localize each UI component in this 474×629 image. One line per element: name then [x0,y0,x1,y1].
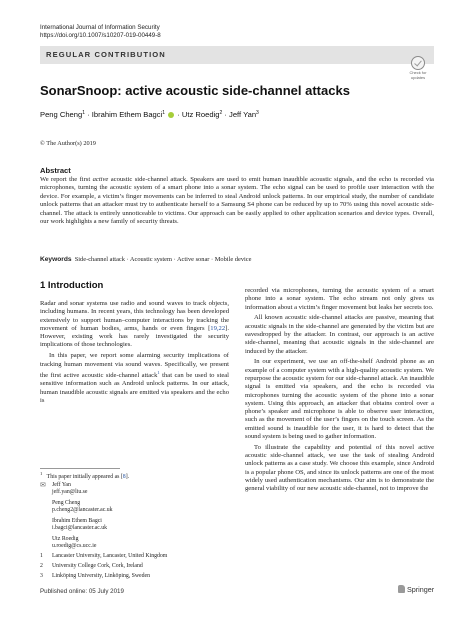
paragraph: All known acoustic side-channel attacks are passive, meaning that acoustic signals in the side-channel are generated by the victim but are eavesdropped by the attacker. In contrast, our approach is an active side-channel, meaning that acoustic signals in the side-channel are induced by the attacker. [245,314,434,355]
crossmark-badge[interactable] [406,56,430,80]
author-name[interactable]: Peng Cheng [40,110,83,119]
abstract-text: We report the first active acoustic side-channel attack. Speakers are used to emit human inaudible acoustic signals, and the echo is recorded via microphones, turning the acoustic system of a smart phone into a sonar system. The echo signal can be used to profile user interaction with the device. For example, a victim’s finger movements can be inferred to steal Android unlock patterns. In our empirical study, the number of candidate unlock patterns that an attacker must try to authenticate herself to a Samsung S4 phone can be reduced by up to 70% using this novel acoustic side-channel. The attack is entirely unnoticeable to victims. Our approach can be easily applied to other application scenarios and device types. Overall, our work highlights a new family of security threats. [40,176,434,226]
author-affiliation-mark: 3 [256,110,259,116]
author-name[interactable]: Ibrahim Ethem Bagci [91,110,163,119]
paragraph: To illustrate the capability and potential of this novel active acoustic side-channel attack, we use the task of stealing Android unlock patterns as a case study. We choose this example, since Android is a popular phone OS, and since its unlock patterns are one of the most widely used authentication mechanisms. Our aim is to demonstrate the general viability of our new acoustic side-channel, not to improve the [245,443,434,493]
paragraph: Radar and sonar systems use radio and sound waves to track objects, including humans. In recent years, this technology has been developed extensively to support human–computer interactions by tracking the movement of human bodies, arms, hands or even fingers [19,22]. However, existing work has rarely investigated the security implications of those technologies. [40,300,229,349]
contact-entry [52,518,107,532]
paragraph: recorded via microphones, turning the acoustic system of a smart phone into a sonar system. The echo stream not only gives us information about a victim’s finger movement but leaks her secrets too. [245,287,434,311]
article-type-banner [40,46,434,64]
footnote: $^1$ This paper initially appeared as [8]. [40,471,130,480]
journal-header [40,24,161,40]
doi-link[interactable]: https://doi.org/10.1007/s10207-019-00449-8 [40,32,161,39]
orcid-icon[interactable] [168,112,174,118]
article-title: SonarSnoop: active acoustic side-channel attacks [40,83,350,98]
contact-name: Utz Roedig [52,536,79,542]
affiliation: 1 Lancaster University, Lancaster, United Kingdom [40,553,168,559]
contact-email[interactable]: p.cheng2@lancaster.ac.uk [52,506,113,513]
published-date: Published online: 05 July 2019 [40,588,124,595]
keywords-label: Keywords [40,256,72,263]
contact-entry [52,500,113,514]
section-heading-introduction: 1 Introduction [40,280,104,291]
crossmark-label: Check for updates [409,70,427,80]
abstract-heading: Abstract [40,166,71,175]
author-name[interactable]: Utz Roedig [181,110,220,119]
citation-link[interactable]: 8 [122,473,126,480]
author-affiliation-mark: 2 [219,110,223,116]
crossmark-icon [411,56,425,70]
right-column-text [245,287,434,494]
contact-entry [52,536,96,550]
author-list: Peng Cheng$^1$ · Ibrahim Ethem Bagci$^1$ · Utz Roedig$^2$ · Jeff Yan$^3$ [40,110,259,119]
keywords [40,256,251,263]
copyright-notice: © The Author(s) 2019 [40,140,96,147]
contact-name: Ibrahim Ethem Bagci [52,518,102,524]
affiliation: 3 Linköping University, Linköping, Sweden [40,573,151,579]
journal-name: International Journal of Information Security [40,24,160,31]
contact-entry [52,482,88,496]
contact-name: Peng Cheng [52,500,81,506]
contact-name: Jeff Yan [52,482,71,488]
author-affiliation-mark: 1 [82,110,86,116]
contact-email[interactable]: jeff.yan@liu.se [52,488,88,495]
author-affiliation-mark: 1 [162,110,166,116]
contact-email[interactable]: i.bagci@lancaster.ac.uk [52,524,108,531]
springer-horse-icon [398,585,405,593]
article-type-label: REGULAR CONTRIBUTION [46,50,166,59]
paragraph: In this paper, we report some alarming security implications of tracking human movement via sound waves. Specifically, we present the first active acoustic side-channel attack$^1$ that can be used to steal sensitive information such as Android unlock patterns. In our attack, human inaudible acoustic signals are emitted via speakers and the echo is [40,352,230,404]
citation-link[interactable]: 19,22 [210,324,226,332]
envelope-icon: ✉ [40,481,46,489]
affiliation: 2 University College Cork, Cork, Ireland [40,563,143,569]
publisher-name: Springer [407,585,435,594]
footnote-divider [40,468,120,469]
author-name[interactable]: Jeff Yan [229,110,257,119]
keywords-list: Side-channel attack · Acoustic system · Active sonar · Mobile device [74,256,252,263]
paragraph: In our experiment, we use an off-the-shelf Android phone as an example of a computer system with a high-quality acoustic system. We repurpose the acoustic system for our side-channel attack. An inaudible signal is emitted via speakers, and the echo is recorded via microphones turning the acoustic system of the phone into a sonar system. Using this approach, an attacker that obtains control over a phone’s speaker and microphone is able to observe user interaction, such as the movement of the user’s fingers on the touch screen. As the emitted sound is inaudible for the user, it is hard to detect that the sound system is being used to gather information. [245,358,434,441]
publisher-logo [398,585,434,594]
left-column-text [40,300,229,405]
contact-email[interactable]: u.roedig@cs.ucc.ie [52,542,97,549]
footnote-marker[interactable]: 1 [157,369,160,375]
